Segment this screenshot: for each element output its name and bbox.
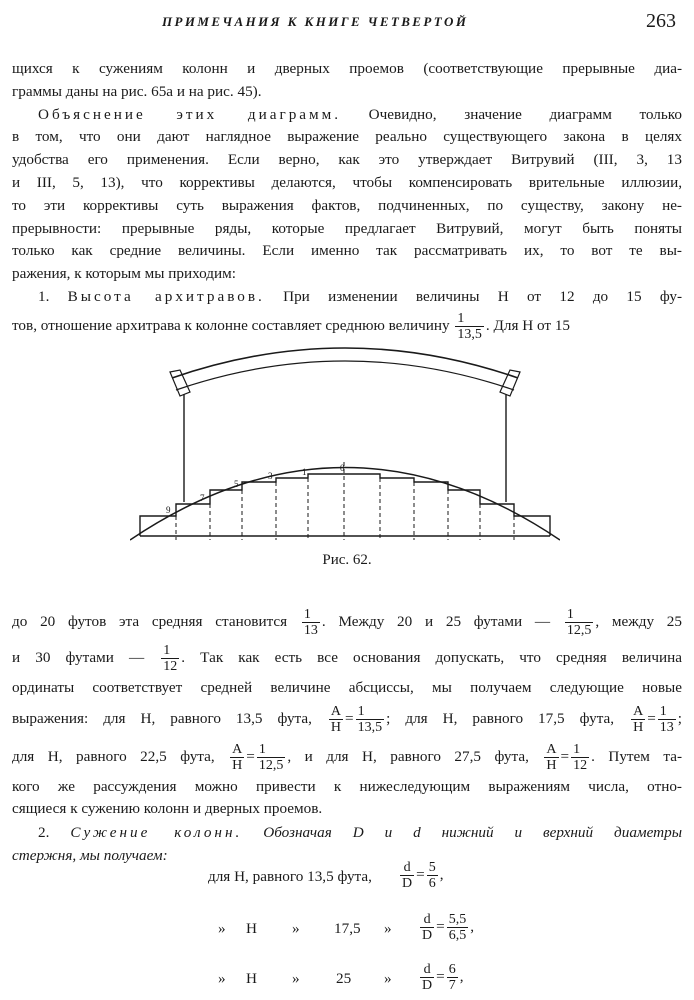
equals-sign: = xyxy=(246,748,255,765)
text-span: и 30 футами — xyxy=(12,649,145,666)
figure-caption: Рис. 62. xyxy=(322,552,372,568)
figure-label: 1 xyxy=(302,467,307,477)
fraction-denominator: 12,5 xyxy=(566,623,592,639)
math-expression xyxy=(398,860,444,891)
text-line xyxy=(12,604,682,640)
fraction-numerator: 1 xyxy=(457,310,465,326)
text-line xyxy=(12,309,682,343)
fraction-denominator: H xyxy=(330,720,342,736)
fraction-numerator: 1 xyxy=(357,704,365,720)
math-variable: H xyxy=(246,970,257,987)
text-span: , xyxy=(439,865,444,883)
text-span: При изменении величины H от 12 до 15 фу- xyxy=(264,287,682,305)
text-block-top xyxy=(12,58,682,343)
fraction-denominator: 12 xyxy=(163,659,178,675)
fraction-numerator: 5 xyxy=(428,860,436,875)
fraction xyxy=(161,643,179,674)
fraction xyxy=(329,704,343,735)
ditto-mark: » xyxy=(384,920,392,937)
text-line: граммы даны на рис. 65а и на рис. 45). xyxy=(12,82,262,100)
fraction-numerator: 5,5 xyxy=(448,912,467,927)
fraction-numerator: 6 xyxy=(448,962,456,977)
figure-label: 5 xyxy=(234,479,239,489)
math-label: для H, равного 13,5 фута, xyxy=(208,868,372,885)
text-span: до 20 футов эта средняя становится xyxy=(12,613,288,630)
fraction xyxy=(302,607,320,638)
section-heading: Высота архитравов. xyxy=(67,287,265,305)
text-line xyxy=(12,820,682,846)
fraction xyxy=(658,704,676,735)
fraction xyxy=(420,912,434,943)
fraction-numerator: 1 xyxy=(573,742,581,758)
fraction-numerator: d xyxy=(423,912,431,927)
equals-sign: = xyxy=(560,748,570,765)
text-line: кого же рассуждения можно привести к нижеследующим выражениям числа, отно- xyxy=(12,778,682,795)
page-number: 263 xyxy=(646,10,676,32)
math-value: 17,5 xyxy=(334,920,361,937)
ditto-mark: » xyxy=(292,970,300,987)
fraction xyxy=(230,742,244,773)
fraction xyxy=(356,704,385,735)
figure-label: 3 xyxy=(268,471,273,481)
running-title: ПРИМЕЧАНИЯ К КНИГЕ ЧЕТВЕРТОЙ xyxy=(162,14,469,29)
equals-sign: = xyxy=(436,917,445,935)
figure-label: 7 xyxy=(200,493,205,503)
fraction-denominator: H xyxy=(232,758,243,774)
text-line xyxy=(12,286,682,309)
text-line: щихся к сужениям колонн и дверных проемов (соответствующие прерывные диа- xyxy=(12,60,682,77)
section-heading: Сужение колонн. xyxy=(70,824,243,841)
equals-sign: = xyxy=(647,710,656,727)
text-span: . Путем та- xyxy=(591,748,682,765)
fraction-denominator: D xyxy=(402,876,413,891)
text-span: , xyxy=(459,967,464,985)
fraction-numerator: 1 xyxy=(566,607,574,623)
text-line xyxy=(12,700,682,738)
item-number: 1. xyxy=(38,287,50,305)
text-line xyxy=(12,738,682,776)
fraction-numerator: A xyxy=(546,742,557,758)
text-line: в том, что они дают наглядное выражение реально существующего закона в целях xyxy=(12,128,682,146)
item-number: 2. xyxy=(38,824,50,841)
fraction-numerator: A xyxy=(633,704,644,720)
figure-label: 9 xyxy=(166,505,171,515)
fraction-denominator: D xyxy=(422,978,433,993)
fraction-numerator: d xyxy=(423,962,431,977)
text-line: ражения, к которым мы приходим: xyxy=(12,265,236,283)
text-line: стержня, мы получаем: xyxy=(12,847,168,864)
equals-sign: = xyxy=(436,967,445,985)
fraction xyxy=(400,860,414,891)
text-span: , между 25 xyxy=(595,613,682,630)
text-span: . Для H от 15 xyxy=(485,316,571,334)
fraction xyxy=(631,704,645,735)
figure-label: 0 xyxy=(340,463,345,473)
fraction-numerator: 1 xyxy=(258,742,266,758)
text-line: сящиеся к сужению колонн и дверных проемов. xyxy=(12,800,323,817)
math-expression xyxy=(418,912,474,943)
fraction xyxy=(257,742,286,773)
fraction-numerator: 1 xyxy=(659,704,667,720)
fraction-denominator: 13 xyxy=(303,623,318,639)
text-span: для H, равного 22,5 фута, xyxy=(12,748,215,765)
math-value: 25 xyxy=(336,970,352,987)
text-block-middle xyxy=(12,604,682,866)
fraction-denominator: 13,5 xyxy=(457,326,482,342)
text-span: , xyxy=(470,917,474,935)
fraction-denominator: H xyxy=(546,758,557,774)
fraction xyxy=(571,742,589,773)
text-line: прерывности: прерывные ряды, которые предлагает Витрувий, могут быть поняты xyxy=(12,219,682,237)
text-span: . Между 20 и 25 футами — xyxy=(321,613,551,630)
page-header xyxy=(12,10,682,36)
fraction-denominator: 7 xyxy=(448,978,456,993)
fraction-denominator: H xyxy=(633,720,644,736)
fraction xyxy=(447,962,458,993)
equals-sign: = xyxy=(345,710,354,727)
fraction xyxy=(544,742,558,773)
text-line: то эти коррективы суть выражения фактов, подчиненных, по существу, закону не- xyxy=(12,196,682,214)
text-span: ; для H, равного 17,5 фута, xyxy=(386,710,615,727)
fraction-denominator: 6 xyxy=(428,876,436,891)
text-line xyxy=(12,104,682,127)
ditto-mark: » xyxy=(384,970,392,987)
text-span: Очевидно, значение диаграмм только xyxy=(341,105,682,123)
text-line: и III, 5, 13), что коррективы делаются, чтобы компенсировать врительные иллюзии, xyxy=(12,173,682,191)
text-line xyxy=(12,640,682,676)
fraction-denominator: 13,5 xyxy=(357,720,383,736)
fraction xyxy=(455,311,484,342)
text-line: удобства его применения. Если верно, как это утверждает Витрувий (III, 3, 13 xyxy=(12,151,682,169)
fraction-numerator: A xyxy=(232,742,243,758)
fraction-numerator: A xyxy=(330,704,342,720)
text-span: , и для H, равного 27,5 фута, xyxy=(287,748,529,765)
section-heading: Объяснение этих диаграмм. xyxy=(38,105,342,123)
fraction-denominator: 12,5 xyxy=(258,758,284,774)
equals-sign: = xyxy=(416,865,425,883)
text-span: ; xyxy=(677,710,682,727)
text-line: ординаты соответствует средней величине абсциссы, мы получаем следующие новые xyxy=(12,679,682,696)
text-span: выражения: для H, равного 13,5 фута, xyxy=(12,710,312,727)
text-span: . Так как есть все основания допускать, что средняя величина xyxy=(181,649,682,666)
fraction xyxy=(447,912,469,943)
fraction-denominator: 13 xyxy=(659,720,674,736)
fraction xyxy=(565,607,594,638)
fraction-numerator: 1 xyxy=(163,643,171,659)
fraction-denominator: D xyxy=(422,928,433,943)
math-expression xyxy=(418,962,464,993)
fraction xyxy=(427,860,438,891)
figure-62-diagram xyxy=(130,340,560,550)
fraction-numerator: 1 xyxy=(303,607,311,623)
fraction-denominator: 6,5 xyxy=(448,928,467,943)
text-span: Обозначая D и d нижний и верхний диаметры xyxy=(242,824,682,841)
ditto-mark: » xyxy=(218,970,226,987)
ditto-mark: » xyxy=(218,920,226,937)
fraction xyxy=(420,962,434,993)
fraction-denominator: 12 xyxy=(573,758,588,774)
fraction-numerator: d xyxy=(403,860,411,875)
ditto-mark: » xyxy=(292,920,300,937)
text-span: тов, отношение архитрава к колонне составляет среднюю величину xyxy=(12,316,450,334)
math-variable: H xyxy=(246,920,257,937)
text-line: только как средние величины. Если именно так рассматривать их, то вот те вы- xyxy=(12,242,682,260)
